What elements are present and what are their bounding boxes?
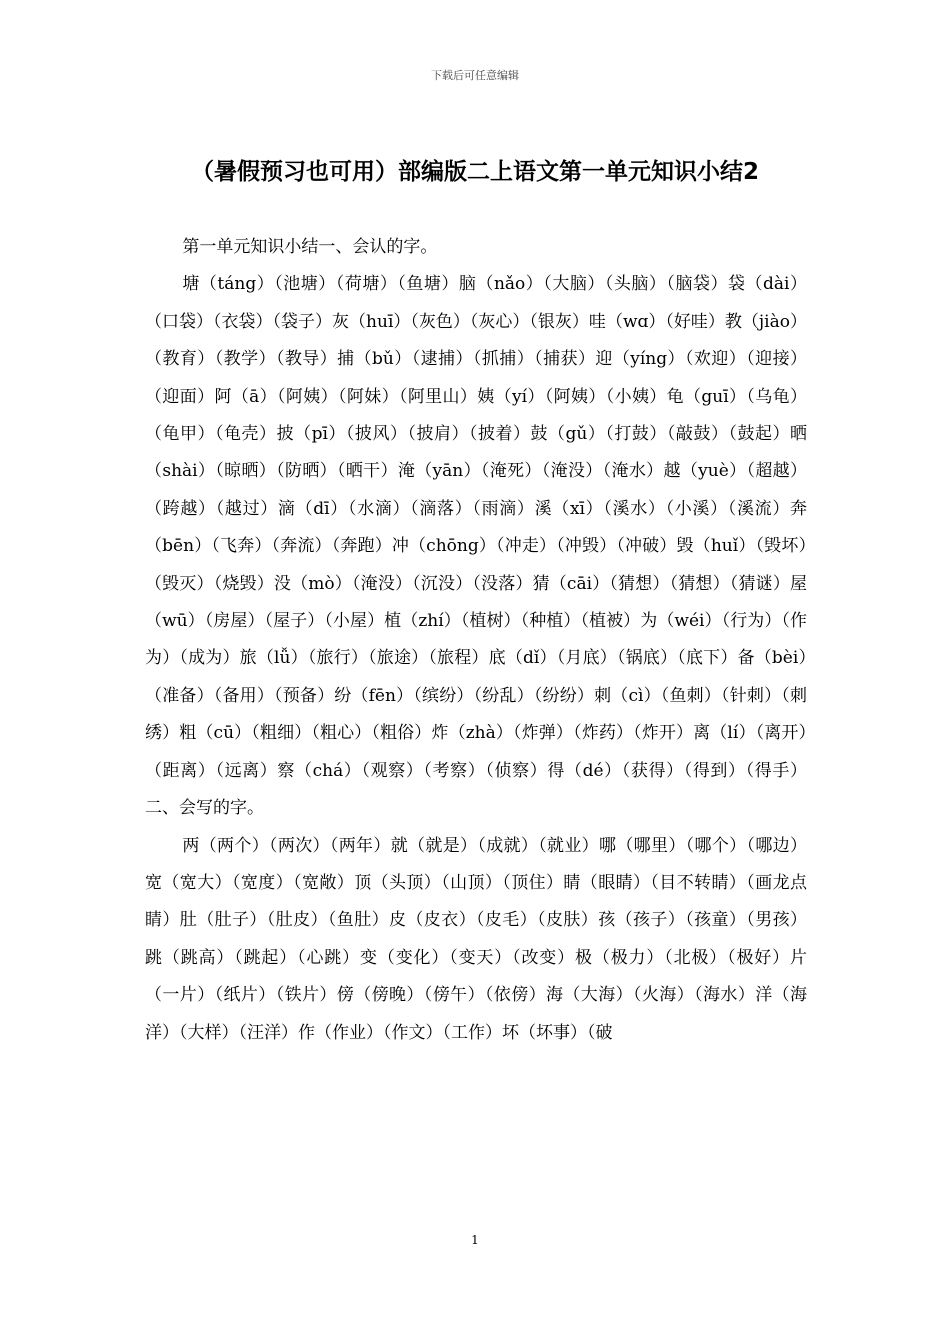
paragraph-intro: 第一单元知识小结一、会认的字。 bbox=[182, 237, 438, 257]
document-body bbox=[145, 229, 807, 1052]
document-title: （暑假预习也可用）部编版二上语文第一单元知识小结2 bbox=[190, 159, 759, 185]
paragraph-write-chars: 两（两个）（两次）（两年）就（就是）（成就）（就业）哪（哪里）（哪个）（哪边）宽（宽大）（宽度）（宽敞）顶（头顶）（山顶）（顶住）睛（眼睛）（目不转睛）（画龙点睛）肚（肚子）（肚皮）（鱼肚）皮（皮衣）（皮毛）（皮肤）孩（孩子）（孩童）（男孩）跳（跳高）（跳起）（心跳）变（变化）（变天）（改变）极（极力）（北极）（极好）片（一片）（纸片）（铁片）傍（傍晚）（傍午）（依傍）海（大海）（火海）（海水）洋（海洋）（大样）（汪洋）作（作业）（作文）（工作）坏（坏事）（破 bbox=[145, 835, 807, 1043]
page-number: 1 bbox=[471, 1233, 479, 1247]
paragraph-recognize-chars: 塘（táng）（池塘）（荷塘）（鱼塘）脑（nǎo）（大脑）（头脑）（脑袋）袋（dài）（口袋）（衣袋）（袋子）灰（huī）（灰色）（灰心）（银灰）哇（wɑ）（好哇）教（jiào）（教育）（教学）（教导）捕（bǔ）（逮捕）（抓捕）（捕获）迎（yíng）（欢迎）（迎接）（迎面）阿（ā）（阿姨）（阿妹）（阿里山）姨（yí）（阿姨）（小姨）龟（guī）（乌龟）（龟甲）（龟壳）披（pī）（披风）（披肩）（披着）鼓（gǔ）（打鼓）（敲鼓）（鼓起）晒（shài）（晾晒）（防晒）（晒干）淹（yān）（淹死）（淹没）（淹水）越（yuè）（超越）（跨越）（越过）滴（dī）（水滴）（滴落）（雨滴）溪（xī）（溪水）（小溪）（溪流）奔（bēn）（飞奔）（奔流）（奔跑）冲（chōng）（冲走）（冲毁）（冲破）毁（huǐ）（毁坏）（毁灭）（烧毁）没（mò）（淹没）（沉没）（没落）猜（cāi）（猜想）（猜想）（猜谜）屋（wū）（房屋）（屋子）（小屋）植（zhí）（植树）（种植）（植被）为（wéi）（行为）（作为）（成为）旅（lǚ）（旅行）（旅途）（旅程）底（dǐ）（月底）（锅底）（底下）备（bèi）（准备）（备用）（预备）纷（fēn）（缤纷）（纷乱）（纷纷）刺（cì）（鱼刺）（针刺）（刺绣）粗（cū）（粗细）（粗心）（粗俗）炸（zhà）（炸弹）（炸药）（炸开）离（lí）（离开）（距离）（远离）察（chá）（观察）（考察）（侦察）得（dé）（获得）（得到）（得手）二、会写的字。 bbox=[145, 274, 807, 819]
page-header: 下载后可任意编辑 bbox=[431, 69, 519, 82]
